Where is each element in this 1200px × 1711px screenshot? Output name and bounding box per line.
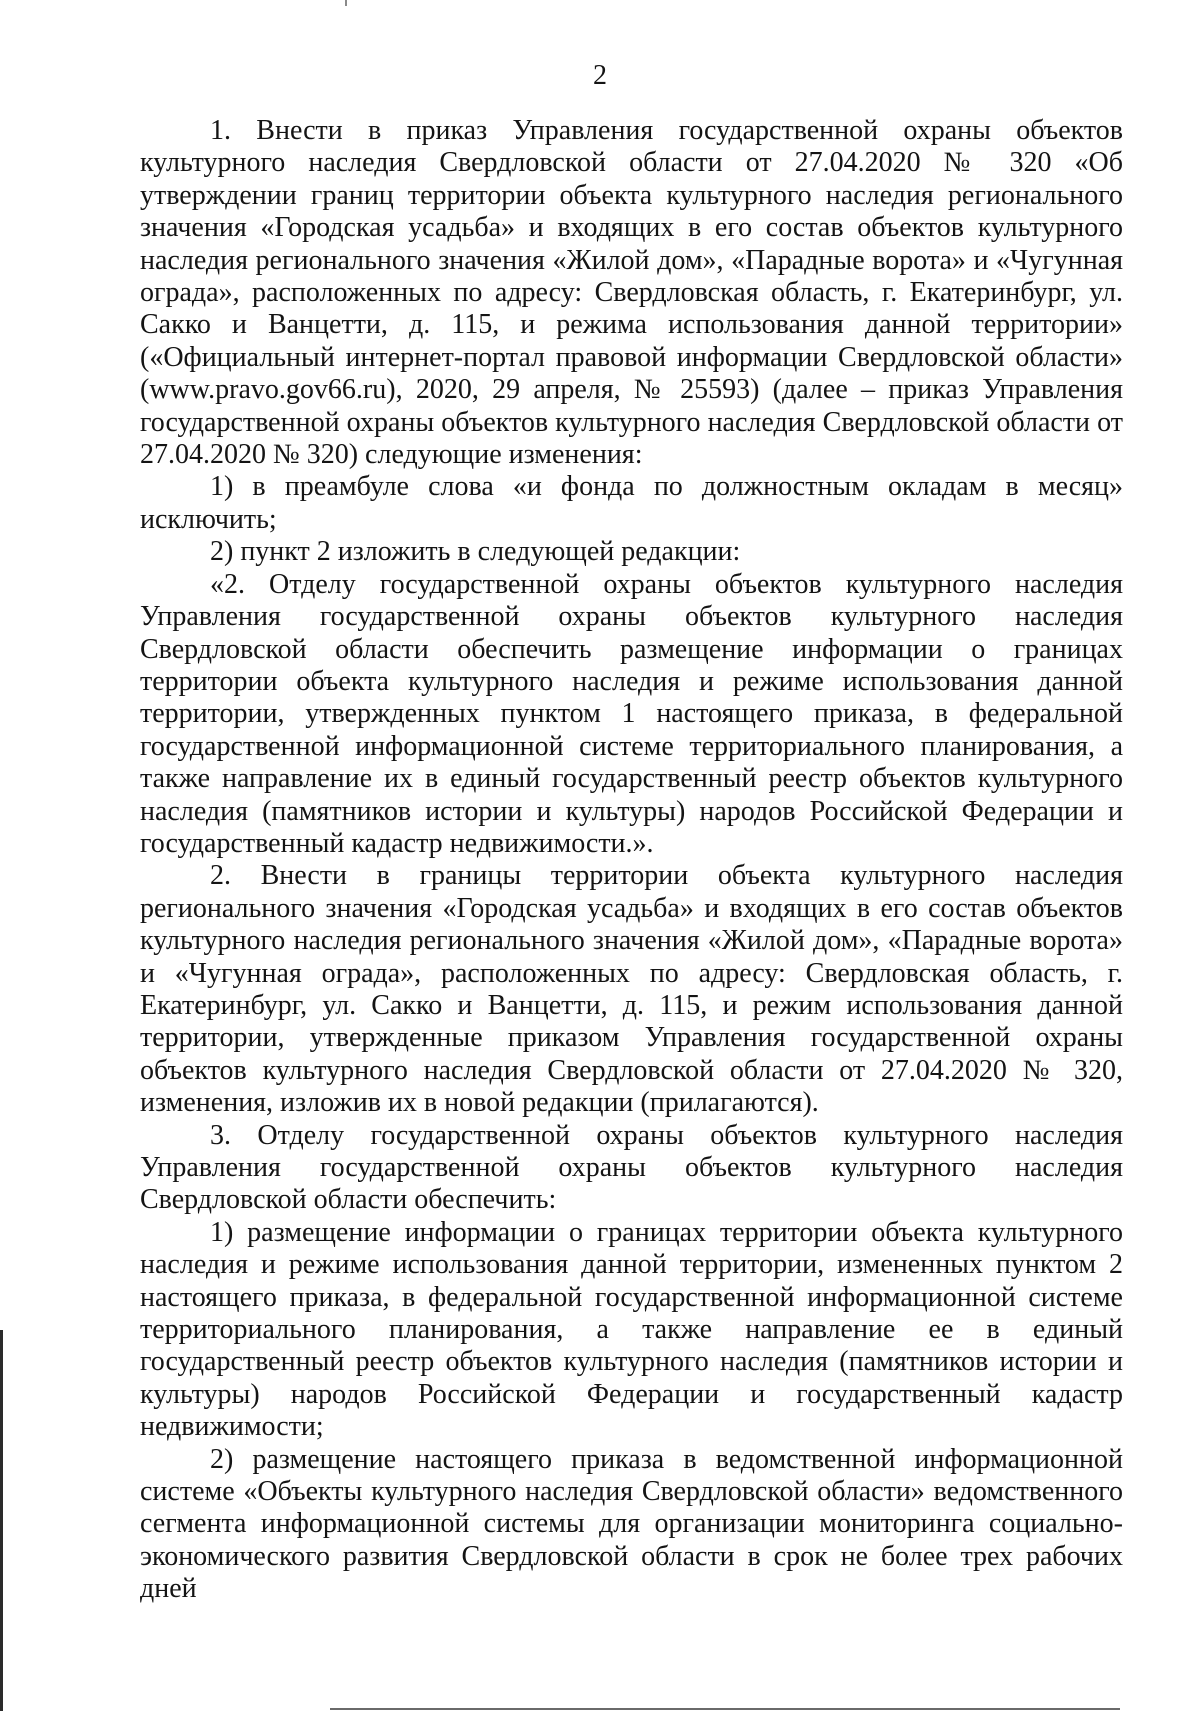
document-body [140,115,1123,1606]
page-number: 2 [593,60,607,91]
paragraph-subitem-3-2: 2) размещение настоящего приказа в ведомственной информационной системе «Объекты культурного наследия Свердловской области» ведомственного сегмента информационной системы для организации мониторинга социально-экономического развития Свердловской области в срок не более трех рабочих дней [140,1443,1123,1605]
scan-edge-mark [330,1708,1120,1710]
paragraph-subitem-3-1: 1) размещение информации о границах территории объекта культурного наследия и режиме использования данной территории, измененных пунктом 2 настоящего приказа, в федеральной государственной информационной системе территориального планирования, а также направление ее в единый государственный реестр объектов культурного наследия (памятников истории и культуры) народов Российской Федерации и государственный кадастр недвижимости; [140,1216,1123,1443]
paragraph-subitem-1-1: 1) в преамбуле слова «и фонда по должностным окладам в месяц» исключить; [140,471,1123,535]
scan-edge-mark [0,1330,3,1711]
scan-edge-mark [345,0,347,6]
paragraph-quoted-clause-2: «2. Отделу государственной охраны объектов культурного наследия Управления государственной охраны объектов культурного наследия Свердловской области обеспечить размещение информации о границах территории объекта культурного наследия и режиме использования данной территории, утвержденных пунктом 1 настоящего приказа, в федеральной государственной информационной системе территориального планирования, а также направление их в единый государственный реестр объектов культурного наследия (памятников истории и культуры) народов Российской Федерации и государственный кадастр недвижимости.». [140,568,1123,859]
paragraph-subitem-1-2: 2) пункт 2 изложить в следующей редакции: [210,536,741,568]
paragraph-item-3: 3. Отделу государственной охраны объектов культурного наследия Управления государственной охраны объектов культурного наследия Свердловской области обеспечить: [140,1119,1123,1216]
paragraph-item-1: 1. Внести в приказ Управления государственной охраны объектов культурного наследия Свердловской области от 27.04.2020 № 320 «Об утверждении границ территории объекта культурного наследия регионального значения «Городская усадьба» и входящих в его состав объектов культурного наследия регионального значения «Жилой дом», «Парадные ворота» и «Чугунная ограда», расположенных по адресу: Свердловская область, г. Екатеринбург, ул. Сакко и Ванцетти, д. 115, и режима использования данной территории» («Официальный интернет-портал правовой информации Свердловской области» (www.pravo.gov66.ru), 2020, 29 апреля, № 25593) (далее – приказ Управления государственной охраны объектов культурного наследия Свердловской области от 27.04.2020 № 320) следующие изменения: [140,115,1123,471]
paragraph-item-2: 2. Внести в границы территории объекта культурного наследия регионального значения «Городская усадьба» и входящих в его состав объектов культурного наследия регионального значения «Жилой дом», «Парадные ворота» и «Чугунная ограда», расположенных по адресу: Свердловская область, г. Екатеринбург, ул. Сакко и Ванцетти, д. 115, и режим использования данной территории, утвержденные приказом Управления государственной охраны объектов культурного наследия Свердловской области от 27.04.2020 № 320, изменения, изложив их в новой редакции (прилагаются). [140,860,1123,1119]
